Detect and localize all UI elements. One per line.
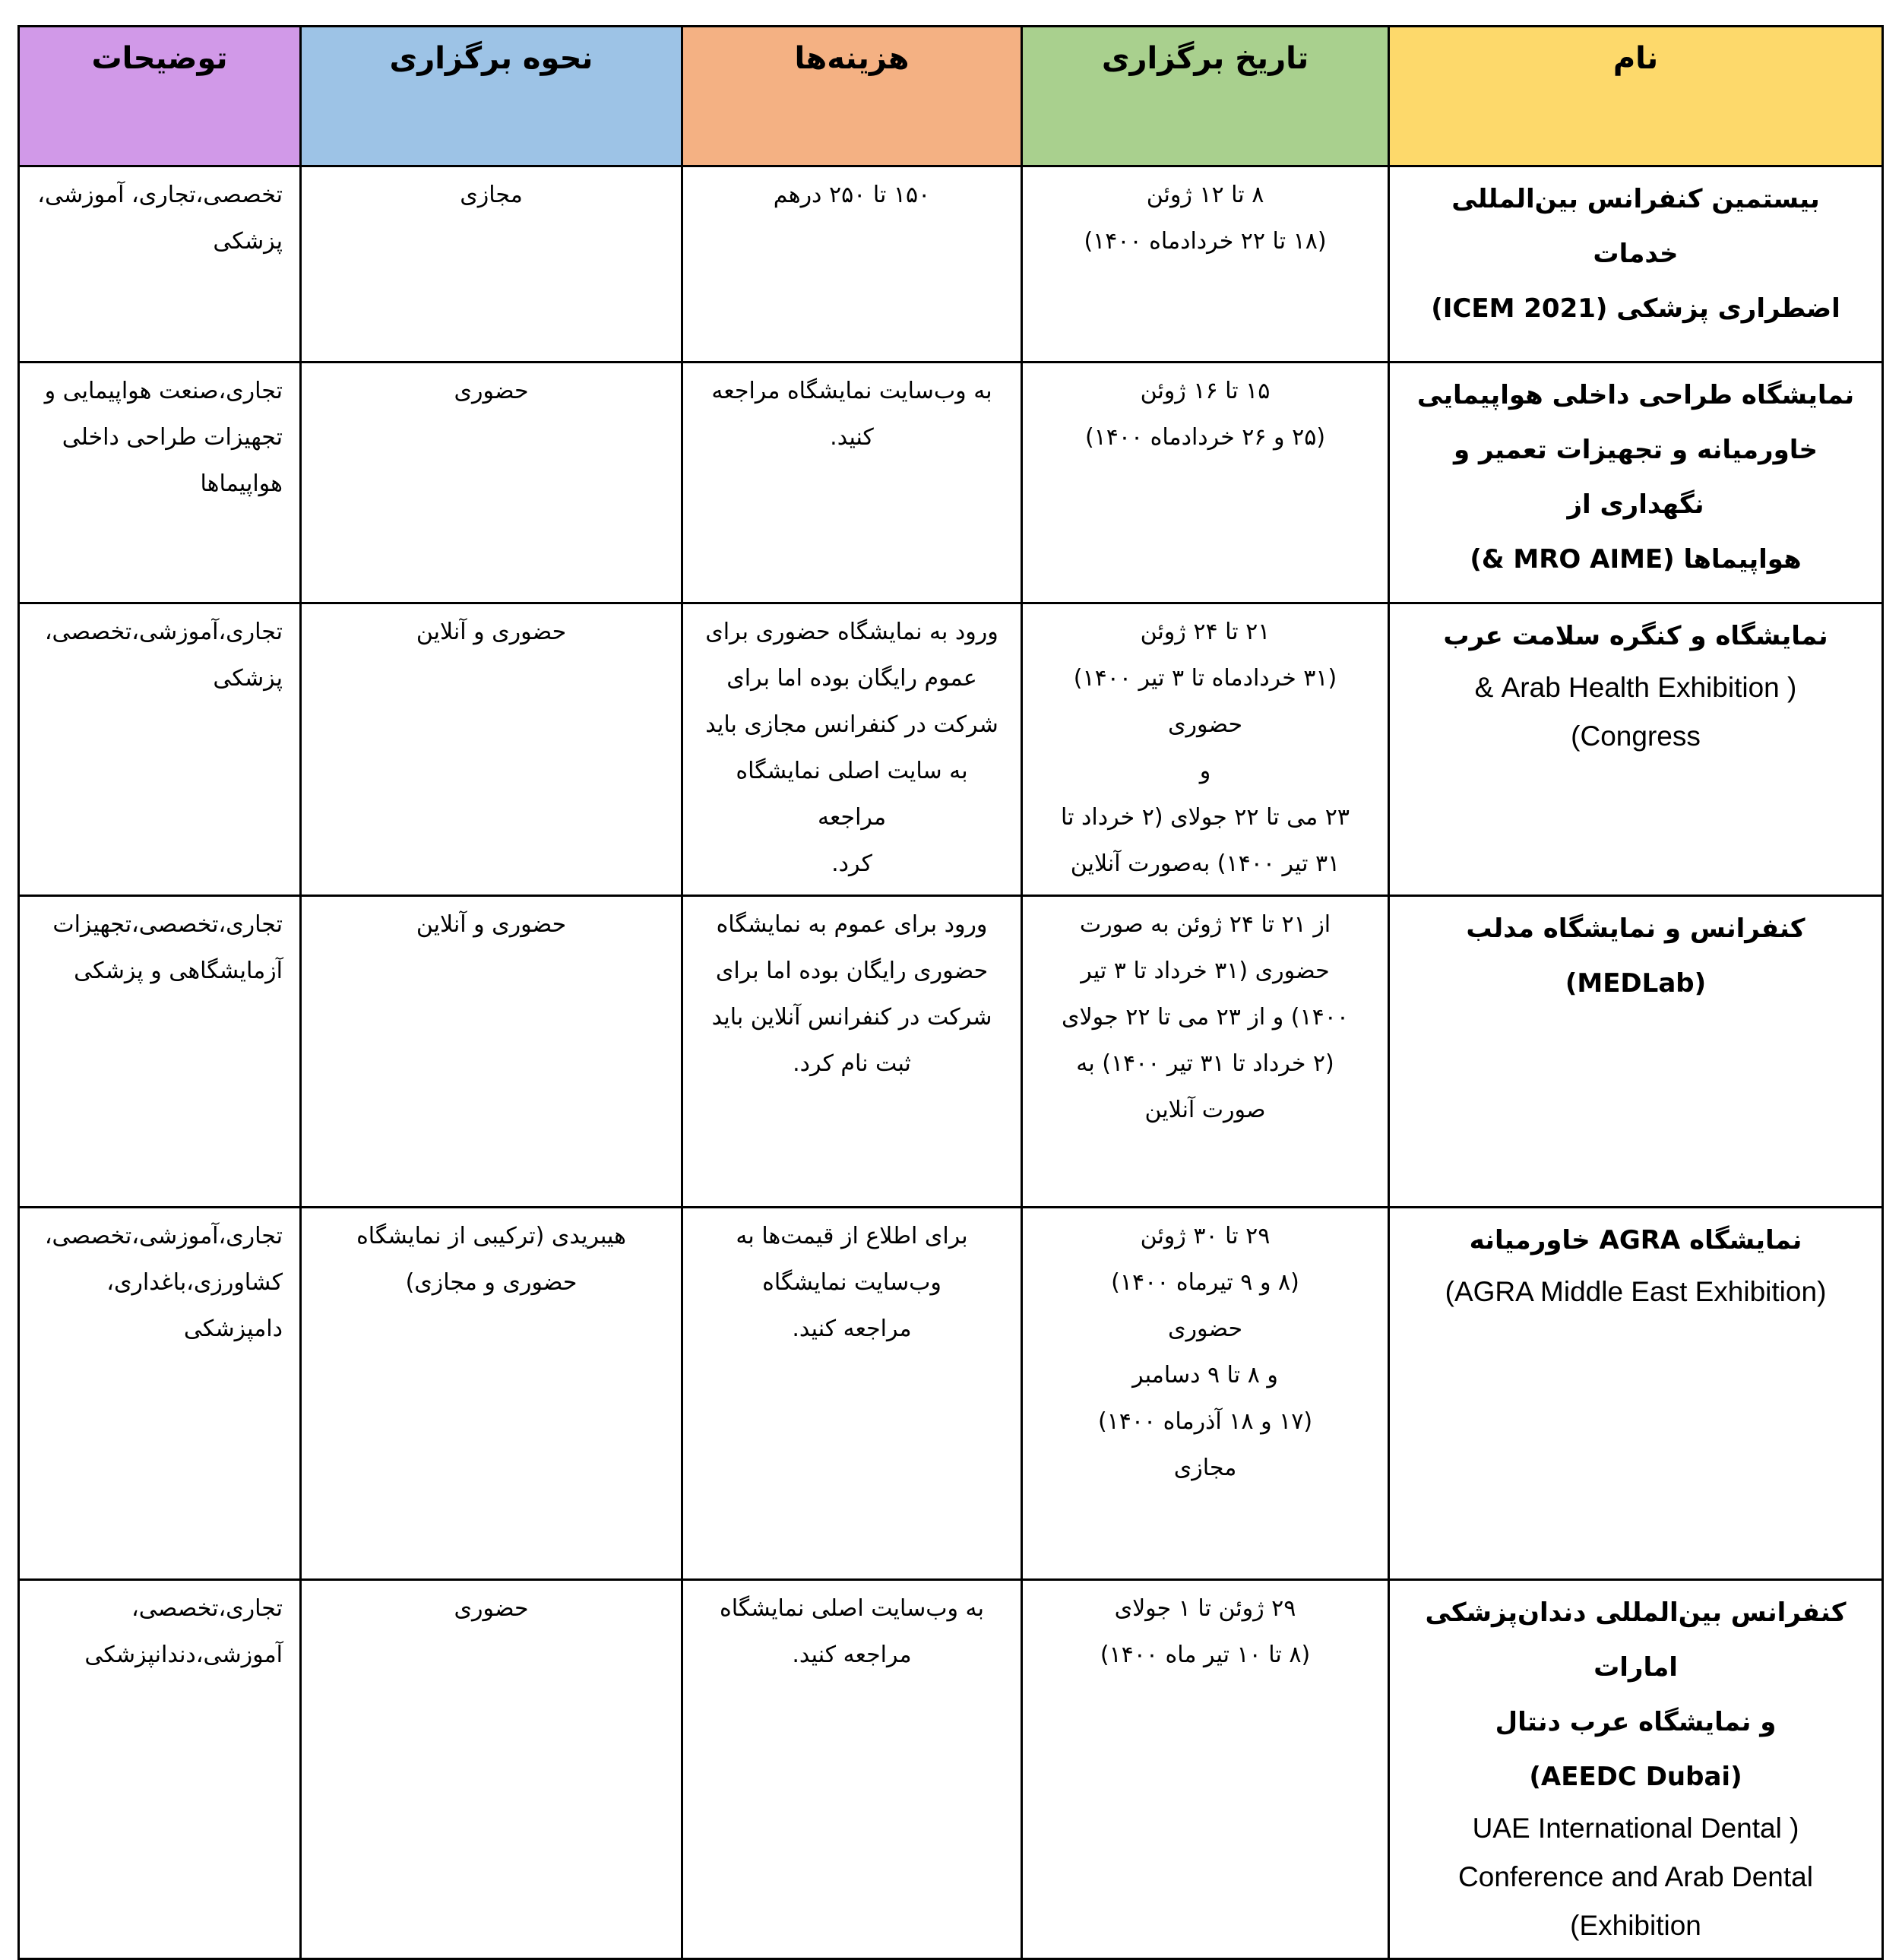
header-method: نحوه برگزاری: [301, 27, 682, 166]
cell-line: تجاری،آموزشی،تخصصی،: [44, 619, 283, 645]
header-row: [19, 27, 1883, 166]
cell-line: از ۲۱ تا ۲۴ ژوئن به صورت: [1079, 911, 1331, 938]
cell-line: هواپیماها (MRO AIME &): [1470, 544, 1802, 575]
cell-line: تجاری،آموزشی،تخصصی،: [44, 1223, 283, 1249]
event-name-cell: [1389, 603, 1883, 896]
cell-line: کشاورزی،باغداری،: [106, 1269, 283, 1296]
cell-line: به سایت اصلی نمایشگاه مراجعه: [736, 758, 968, 831]
cell-line: ۲۹ تا ۳۰ ژوئن: [1140, 1223, 1271, 1249]
cell-line: (۲ خرداد تا ۳۱ تیر ۱۴۰۰) به: [1076, 1050, 1334, 1077]
cell-line: وب‌سایت نمایشگاه: [762, 1269, 942, 1296]
header-notes: توضیحات: [19, 27, 301, 166]
cell-line: تجاری،صنعت هواپیمایی و: [44, 378, 283, 404]
cell-line: ۱۴۰۰) و از ۲۳ می تا ۲۲ جولای: [1062, 1004, 1349, 1031]
cell-line: Conference and Arab Dental: [1458, 1861, 1813, 1892]
event-name-cell: [1389, 1580, 1883, 1959]
cell-line: کنفرانس بین‌المللی دندان‌پزشکی امارات: [1425, 1597, 1847, 1683]
event-name-cell: [1389, 363, 1883, 603]
event-method-cell: [301, 896, 682, 1208]
event-row: [19, 896, 1883, 1208]
event-notes-cell: [19, 363, 301, 603]
event-date-cell: [1022, 603, 1389, 896]
event-date-cell: [1022, 166, 1389, 363]
cell-line: ۸ تا ۱۲ ژوئن: [1146, 182, 1264, 208]
event-date-cell: [1022, 1580, 1389, 1959]
event-method-cell: [301, 363, 682, 603]
cell-line: آموزشی،دندانپزشکی: [84, 1642, 283, 1668]
event-method-cell: [301, 1208, 682, 1580]
header-date: تاریخ برگزاری: [1022, 27, 1389, 166]
cell-line: حضوری: [454, 378, 529, 404]
cell-line: حضوری: [1167, 711, 1243, 738]
cell-line: و: [1199, 758, 1211, 784]
cell-line: (۳۱ خردادماه تا ۳ تیر ۱۴۰۰): [1073, 665, 1337, 692]
event-row: [19, 1208, 1883, 1580]
cell-line: ۱۵ تا ۱۶ ژوئن: [1140, 378, 1271, 404]
event-cost-cell: [682, 1580, 1022, 1959]
event-cost-cell: [682, 166, 1022, 363]
event-row: [19, 1580, 1883, 1959]
cell-line: ۳۱ تیر ۱۴۰۰) به‌صورت آنلاین: [1070, 850, 1340, 877]
cell-line: (AEEDC Dubai): [1529, 1762, 1742, 1792]
event-date-cell: [1022, 896, 1389, 1208]
cell-line: مجازی: [460, 182, 523, 208]
cell-line: ۲۱ تا ۲۴ ژوئن: [1140, 619, 1271, 645]
cell-line: هواپیماها: [200, 470, 283, 497]
cell-line: (۸ تا ۱۰ تیر ماه ۱۴۰۰): [1100, 1642, 1311, 1668]
event-name-cell: [1389, 166, 1883, 363]
event-date-cell: [1022, 363, 1389, 603]
event-row: [19, 363, 1883, 603]
cell-line: آزمایشگاهی و پزشکی: [74, 958, 283, 984]
cell-line: هیبریدی (ترکیبی از نمایشگاه: [356, 1223, 626, 1249]
event-row: [19, 603, 1883, 896]
cell-line: نمایشگاه و کنگره سلامت عرب: [1443, 621, 1828, 651]
cell-line: مراجعه کنید.: [792, 1642, 912, 1668]
cell-line: و ۸ تا ۹ دسامبر: [1132, 1362, 1278, 1388]
cell-line: حضوری: [1167, 1316, 1243, 1342]
cell-line: (۸ و ۹ تیرماه ۱۴۰۰): [1111, 1269, 1299, 1296]
cell-line: ثبت نام کرد.: [793, 1050, 911, 1077]
cell-line: به وب‌سایت نمایشگاه مراجعه: [711, 378, 992, 404]
cell-line: پزشکی: [213, 228, 283, 255]
header-name: نام: [1389, 27, 1883, 166]
event-row: [19, 166, 1883, 363]
events-sheet: [20, 25, 1884, 1941]
cell-line: (۱۷ و ۱۸ آذرماه ۱۴۰۰): [1097, 1408, 1313, 1435]
cell-line: تخصصی،تجاری، آموزشی،: [37, 182, 283, 208]
cell-line: حضوری رایگان بوده اما برای: [715, 958, 989, 984]
cell-line: خاورمیانه و تجهیزات تعمیر و نگهداری از: [1453, 435, 1818, 520]
cell-line: (۱۸ تا ۲۲ خردادماه ۱۴۰۰): [1084, 228, 1327, 255]
cell-line: ( Arab Health Exhibition &: [1474, 672, 1797, 703]
cell-line: ورود برای عموم به نمایشگاه: [716, 911, 988, 938]
cell-line: (AGRA Middle East Exhibition): [1445, 1276, 1827, 1307]
cell-line: ۲۹ ژوئن تا ۱ جولای: [1114, 1595, 1296, 1622]
cell-line: به وب‌سایت اصلی نمایشگاه: [720, 1595, 984, 1622]
cell-line: حضوری و آنلاین: [416, 619, 567, 645]
cell-line: Congress): [1571, 720, 1701, 752]
event-name-cell: [1389, 1208, 1883, 1580]
cell-line: شرکت در کنفرانس آنلاین باید: [711, 1004, 992, 1031]
events-body: [19, 166, 1883, 1959]
header-cost: هزینه‌ها: [682, 27, 1022, 166]
event-notes-cell: [19, 603, 301, 896]
event-cost-cell: [682, 603, 1022, 896]
cell-line: ۱۵۰ تا ۲۵۰ درهم: [773, 182, 931, 208]
event-notes-cell: [19, 166, 301, 363]
cell-line: اضطراری پزشکی (ICEM 2021): [1431, 293, 1840, 324]
cell-line: بیستمین کنفرانس بین‌المللی خدمات: [1451, 184, 1820, 269]
cell-line: تجاری،تخصصی،: [131, 1595, 283, 1622]
cell-line: (۲۵ و ۲۶ خردادماه ۱۴۰۰): [1084, 424, 1326, 451]
event-method-cell: [301, 603, 682, 896]
cell-line: حضوری: [454, 1595, 529, 1622]
event-date-cell: [1022, 1208, 1389, 1580]
cell-line: ( UAE International Dental: [1472, 1813, 1799, 1844]
cell-line: برای اطلاع از قیمت‌ها به: [736, 1223, 968, 1249]
event-cost-cell: [682, 363, 1022, 603]
cell-line: شرکت در کنفرانس مجازی باید: [705, 711, 998, 738]
cell-line: و نمایشگاه عرب دنتال: [1495, 1707, 1777, 1737]
cell-line: کنفرانس و نمایشگاه مدلب (MEDLab): [1466, 914, 1805, 999]
cell-line: مراجعه کنید.: [792, 1316, 912, 1342]
cell-line: دامپزشکی: [183, 1316, 283, 1342]
cell-line: عموم رایگان بوده اما برای: [726, 665, 977, 692]
event-cost-cell: [682, 1208, 1022, 1580]
event-name-cell: [1389, 896, 1883, 1208]
cell-line: مجازی: [1173, 1455, 1237, 1481]
cell-line: حضوری (۳۱ خرداد تا ۳ تیر: [1081, 958, 1330, 984]
cell-line: تجهیزات طراحی داخلی: [62, 424, 283, 451]
cell-line: کرد.: [831, 850, 872, 877]
event-notes-cell: [19, 896, 301, 1208]
event-method-cell: [301, 1580, 682, 1959]
cell-line: نمایشگاه طراحی داخلی هواپیمایی: [1416, 380, 1855, 410]
event-method-cell: [301, 166, 682, 363]
cell-line: ۲۳ می تا ۲۲ جولای (۲ خرداد تا: [1061, 804, 1350, 831]
cell-line: ورود به نمایشگاه حضوری برای: [705, 619, 998, 645]
event-notes-cell: [19, 1580, 301, 1959]
cell-line: پزشکی: [213, 665, 283, 692]
event-notes-cell: [19, 1208, 301, 1580]
cell-line: کنید.: [830, 424, 874, 451]
cell-line: Exhibition): [1570, 1910, 1701, 1941]
cell-line: نمایشگاه AGRA خاورمیانه: [1469, 1225, 1802, 1255]
cell-line: تجاری،تخصصی،تجهیزات: [52, 911, 283, 938]
cell-line: حضوری و آنلاین: [416, 911, 567, 938]
cell-line: حضوری و مجازی): [405, 1269, 578, 1296]
events-table: [17, 25, 1884, 1960]
event-cost-cell: [682, 896, 1022, 1208]
cell-line: صورت آنلاین: [1144, 1097, 1266, 1123]
